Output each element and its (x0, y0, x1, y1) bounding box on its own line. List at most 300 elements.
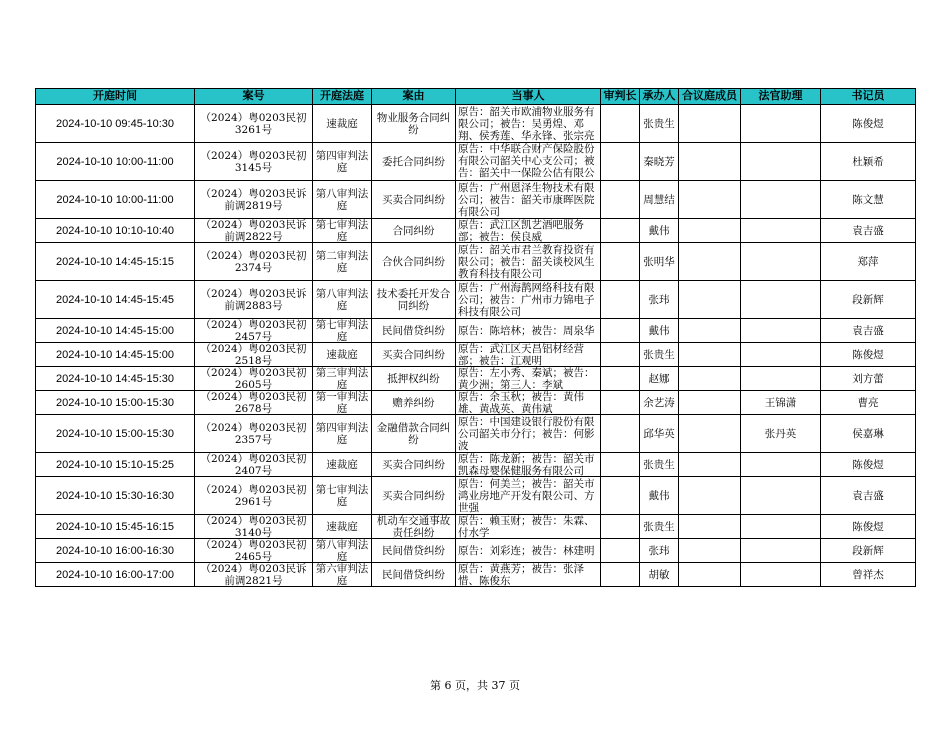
clerk-cell-text: 杜颖希 (852, 155, 884, 168)
handler-cell (640, 415, 679, 453)
clerk-cell (821, 143, 916, 181)
clerk-cell (821, 343, 916, 367)
case-number-cell-text: （2024）粤0203民诉前调2822号 (200, 219, 307, 242)
court-cell (313, 563, 372, 587)
court-cell-text: 第八审判法庭 (315, 187, 369, 212)
judge-assistant-cell (741, 367, 821, 391)
case-number-cell (195, 343, 313, 367)
time-cell-text: 2024-10-10 14:45-15:30 (55, 372, 175, 385)
parties-cell-text: 原告：黄燕芳；被告：张泽惜、陈俊东 (458, 563, 584, 586)
parties-cell (456, 243, 601, 281)
case-number-cell-text: （2024）粤0203民初2518号 (200, 343, 307, 366)
clerk-cell (821, 319, 916, 343)
chief-judge-cell (601, 415, 640, 453)
col-header-handler: 承办人 (640, 89, 679, 105)
clerk-cell (821, 219, 916, 243)
parties-cell (456, 539, 601, 563)
court-cell-text: 速裁庭 (326, 520, 358, 533)
case-number-cell (195, 319, 313, 343)
judge-assistant-cell (741, 143, 821, 181)
panel-members-cell (679, 343, 741, 367)
parties-cell-text: 原告：广州海鹊网络科技有限公司；被告：广州市力锦电子科技有限公司 (458, 281, 595, 318)
case-number-cell (195, 391, 313, 415)
handler-cell-text: 周慧结 (643, 193, 675, 206)
court-cell (313, 105, 372, 143)
handler-cell (640, 281, 679, 319)
time-cell (36, 415, 195, 453)
time-cell (36, 143, 195, 181)
parties-cell (456, 281, 601, 319)
court-cell-text: 第八审判法庭 (315, 539, 369, 562)
cause-cell (372, 181, 456, 219)
time-cell (36, 515, 195, 539)
parties-cell-text: 原告：赖玉财；被告：朱霖、付水学 (458, 515, 595, 538)
time-cell-text: 2024-10-10 15:00-15:30 (55, 396, 175, 409)
parties-cell-text: 原告：左小秀、秦斌；被告：黄少洲；第三人：李斌 (458, 367, 595, 390)
case-number-cell (195, 563, 313, 587)
cause-cell (372, 243, 456, 281)
clerk-cell (821, 477, 916, 515)
handler-cell-text: 余艺涛 (643, 396, 675, 409)
parties-cell-text: 原告：中国建设银行股份有限公司韶关市分行；被告：何影波 (458, 415, 595, 452)
time-cell (36, 181, 195, 219)
handler-cell (640, 181, 679, 219)
case-number-cell (195, 367, 313, 391)
judge-assistant-cell (741, 105, 821, 143)
cause-cell-text: 金融借款合同纠纷 (376, 421, 451, 446)
time-cell-text: 2024-10-10 16:00-16:30 (55, 544, 175, 557)
cause-cell-text: 物业服务合同纠纷 (376, 111, 451, 136)
page-footer: 第 6 页，共 37 页 (430, 679, 520, 692)
panel-members-cell (679, 243, 741, 281)
chief-judge-cell (601, 243, 640, 281)
judge-assistant-cell (741, 343, 821, 367)
cause-cell-text: 买卖合同纠纷 (382, 348, 445, 361)
case-number-cell-text: （2024）粤0203民诉前调2819号 (200, 187, 307, 212)
handler-cell (640, 367, 679, 391)
clerk-cell-text: 段新辉 (852, 293, 884, 306)
court-cell (313, 243, 372, 281)
court-cell (313, 515, 372, 539)
chief-judge-cell (601, 453, 640, 477)
case-number-cell-text: （2024）粤0203民初2357号 (200, 421, 307, 446)
time-cell-text: 2024-10-10 14:45-15:15 (55, 255, 175, 268)
clerk-cell-text: 袁吉盛 (852, 489, 884, 502)
time-cell-text: 2024-10-10 15:30-16:30 (55, 489, 175, 502)
parties-cell (456, 477, 601, 515)
panel-members-cell (679, 415, 741, 453)
handler-cell-text: 张贵生 (643, 348, 675, 361)
clerk-cell (821, 415, 916, 453)
court-cell-text: 第三审判法庭 (315, 367, 369, 390)
court-cell-text: 速裁庭 (326, 117, 358, 130)
clerk-cell-text: 侯嘉琳 (852, 427, 884, 440)
handler-cell (640, 391, 679, 415)
table-body (36, 105, 916, 587)
judge-assistant-cell (741, 319, 821, 343)
table-row (36, 243, 916, 281)
cause-cell-text: 买卖合同纠纷 (382, 193, 445, 206)
court-cell (313, 415, 372, 453)
cause-cell (372, 391, 456, 415)
chief-judge-cell (601, 105, 640, 143)
parties-cell-text: 原告：刘彩连；被告：林建明 (458, 544, 595, 557)
handler-cell (640, 105, 679, 143)
panel-members-cell (679, 367, 741, 391)
judge-assistant-cell (741, 477, 821, 515)
parties-cell (456, 391, 601, 415)
parties-cell (456, 515, 601, 539)
table-row (36, 105, 916, 143)
panel-members-cell (679, 539, 741, 563)
handler-cell (640, 477, 679, 515)
clerk-cell-text: 陈俊煜 (852, 458, 884, 471)
judge-assistant-cell-text: 张丹英 (764, 427, 797, 440)
cause-cell (372, 515, 456, 539)
cause-cell-text: 抵押权纠纷 (387, 372, 440, 385)
court-cell-text: 第七审判法庭 (315, 483, 369, 508)
parties-cell-text: 原告：韶关市欧浦物业服务有限公司；被告：吴勇煌、邓翔、侯秀莲、华永锋、张宗亮 (458, 105, 595, 142)
clerk-cell (821, 563, 916, 587)
parties-cell (456, 343, 601, 367)
judge-assistant-cell (741, 563, 821, 587)
handler-cell (640, 563, 679, 587)
table-row (36, 281, 916, 319)
time-cell-text: 2024-10-10 16:00-17:00 (55, 568, 175, 581)
case-number-cell (195, 415, 313, 453)
judge-assistant-cell (741, 281, 821, 319)
time-cell-text: 2024-10-10 10:00-11:00 (56, 155, 174, 168)
judge-assistant-cell (741, 391, 821, 415)
panel-members-cell (679, 477, 741, 515)
panel-members-cell (679, 143, 741, 181)
parties-cell-text: 原告：广州恩泽生物技术有限公司；被告：韶关市康晖医院有限公司 (458, 181, 595, 218)
case-number-cell-text: （2024）粤0203民初2961号 (200, 483, 307, 508)
handler-cell-text: 戴伟 (648, 324, 670, 337)
cause-cell-text: 民间借贷纠纷 (382, 568, 445, 581)
col-header-panel-members: 合议庭成员 (679, 89, 741, 105)
table-row (36, 563, 916, 587)
table-row (36, 515, 916, 539)
case-number-cell-text: （2024）粤0203民初2465号 (200, 539, 307, 562)
court-cell-text: 速裁庭 (326, 348, 358, 361)
col-header-time: 开庭时间 (36, 89, 195, 105)
cause-cell (372, 415, 456, 453)
cause-cell-text: 委托合同纠纷 (382, 155, 445, 168)
handler-cell-text: 胡敏 (648, 568, 670, 581)
time-cell (36, 281, 195, 319)
cause-cell-text: 赡养纠纷 (392, 396, 435, 409)
table-row (36, 181, 916, 219)
parties-cell (456, 453, 601, 477)
parties-cell (456, 219, 601, 243)
clerk-cell-text: 陈俊煜 (852, 117, 884, 130)
clerk-cell-text: 陈文慧 (852, 193, 884, 206)
handler-cell-text: 戴伟 (648, 489, 670, 502)
court-cell-text: 第二审判法庭 (315, 249, 369, 274)
case-number-cell (195, 539, 313, 563)
cause-cell (372, 143, 456, 181)
cause-cell (372, 343, 456, 367)
clerk-cell-text: 郑萍 (857, 255, 879, 268)
clerk-cell (821, 243, 916, 281)
time-cell-text: 2024-10-10 09:45-10:30 (55, 117, 175, 130)
court-cell-text: 第一审判法庭 (315, 391, 369, 414)
panel-members-cell (679, 515, 741, 539)
judge-assistant-cell-text: 王锦潇 (764, 396, 797, 409)
panel-members-cell (679, 453, 741, 477)
chief-judge-cell (601, 181, 640, 219)
court-cell (313, 219, 372, 243)
panel-members-cell (679, 391, 741, 415)
time-cell (36, 243, 195, 281)
parties-cell-text: 原告：武江区天昌铝材经营部；被告：江观明 (458, 343, 584, 366)
chief-judge-cell (601, 281, 640, 319)
panel-members-cell (679, 105, 741, 143)
parties-cell (456, 319, 601, 343)
chief-judge-cell (601, 563, 640, 587)
panel-members-cell (679, 281, 741, 319)
table-row (36, 539, 916, 563)
parties-cell (456, 563, 601, 587)
chief-judge-cell (601, 219, 640, 243)
table-row (36, 319, 916, 343)
clerk-cell-text: 曾祥杰 (852, 568, 884, 581)
case-number-cell-text: （2024）粤0203民初2457号 (200, 319, 307, 342)
court-cell-text: 速裁庭 (326, 458, 358, 471)
time-cell-text: 2024-10-10 14:45-15:00 (55, 348, 175, 361)
handler-cell (640, 219, 679, 243)
time-cell-text: 2024-10-10 15:00-15:30 (55, 427, 175, 440)
court-cell-text: 第六审判法庭 (315, 563, 369, 586)
cause-cell-text: 合同纠纷 (392, 224, 435, 237)
clerk-cell-text: 袁吉盛 (852, 324, 884, 337)
parties-cell-text: 原告：韶关市君兰教育投资有限公司；被告：韶关谈校风生教育科技有限公司 (458, 243, 595, 280)
case-number-cell-text: （2024）粤0203民初2407号 (200, 453, 307, 476)
table-row (36, 415, 916, 453)
col-header-chief-judge: 审判长 (601, 89, 640, 105)
panel-members-cell (679, 563, 741, 587)
handler-cell (640, 319, 679, 343)
court-cell (313, 343, 372, 367)
time-cell (36, 539, 195, 563)
parties-cell (456, 143, 601, 181)
court-cell-text: 第七审判法庭 (315, 319, 369, 342)
judge-assistant-cell (741, 181, 821, 219)
cause-cell-text: 买卖合同纠纷 (382, 489, 445, 502)
clerk-cell (821, 105, 916, 143)
case-number-cell (195, 453, 313, 477)
clerk-cell (821, 453, 916, 477)
col-header-parties: 当事人 (456, 89, 601, 105)
handler-cell-text: 张玮 (648, 293, 670, 306)
handler-cell-text: 张玮 (648, 544, 670, 557)
hearing-schedule-table (35, 88, 916, 587)
cause-cell (372, 319, 456, 343)
cause-cell (372, 539, 456, 563)
time-cell-text: 2024-10-10 15:10-15:25 (55, 458, 175, 471)
parties-cell-text: 原告：陈培林；被告：周泉华 (458, 324, 595, 337)
clerk-cell-text: 刘方蕾 (852, 372, 884, 385)
chief-judge-cell (601, 477, 640, 515)
handler-cell-text: 张贵生 (643, 458, 675, 471)
header-row (36, 89, 916, 105)
col-header-case-no: 案号 (195, 89, 313, 105)
case-number-cell (195, 219, 313, 243)
parties-cell (456, 105, 601, 143)
cause-cell-text: 民间借贷纠纷 (382, 544, 445, 557)
court-cell-text: 第七审判法庭 (315, 219, 369, 242)
handler-cell-text: 赵娜 (648, 372, 670, 385)
clerk-cell (821, 181, 916, 219)
col-header-cause: 案由 (372, 89, 456, 105)
clerk-cell-text: 袁吉盛 (852, 224, 884, 237)
court-cell-text: 第八审判法庭 (315, 287, 369, 312)
case-number-cell (195, 515, 313, 539)
judge-assistant-cell (741, 219, 821, 243)
table-row (36, 477, 916, 515)
chief-judge-cell (601, 143, 640, 181)
cause-cell-text: 技术委托开发合同纠纷 (376, 287, 451, 312)
clerk-cell (821, 515, 916, 539)
time-cell (36, 343, 195, 367)
clerk-cell-text: 陈俊煜 (852, 520, 884, 533)
parties-cell-text: 原告：武江区凯艺酒吧服务部；被告：侯良威 (458, 219, 584, 242)
clerk-cell-text: 段新辉 (852, 544, 884, 557)
time-cell-text: 2024-10-10 10:10-10:40 (55, 224, 175, 237)
case-number-cell-text: （2024）粤0203民初3261号 (200, 111, 307, 136)
handler-cell-text: 张贵生 (643, 117, 675, 130)
parties-cell-text: 原告：余玉秋；被告：黄伟雄、黄战英、黄伟斌 (458, 391, 584, 414)
handler-cell (640, 453, 679, 477)
col-header-judge-assistant: 法官助理 (741, 89, 821, 105)
cause-cell-text: 机动车交通事故责任纠纷 (376, 515, 451, 538)
time-cell (36, 563, 195, 587)
case-number-cell-text: （2024）粤0203民初3145号 (200, 149, 307, 174)
panel-members-cell (679, 219, 741, 243)
time-cell (36, 391, 195, 415)
chief-judge-cell (601, 367, 640, 391)
cause-cell (372, 477, 456, 515)
case-number-cell-text: （2024）粤0203民初2374号 (200, 249, 307, 274)
chief-judge-cell (601, 515, 640, 539)
table-row (36, 453, 916, 477)
chief-judge-cell (601, 539, 640, 563)
cause-cell-text: 买卖合同纠纷 (382, 458, 445, 471)
judge-assistant-cell (741, 539, 821, 563)
court-cell (313, 539, 372, 563)
time-cell (36, 105, 195, 143)
court-cell-text: 第四审判法庭 (315, 149, 369, 174)
handler-cell-text: 张贵生 (643, 520, 675, 533)
judge-assistant-cell (741, 515, 821, 539)
table-row (36, 143, 916, 181)
case-number-cell (195, 477, 313, 515)
court-cell-text: 第四审判法庭 (315, 421, 369, 446)
cause-cell-text: 合伙合同纠纷 (382, 255, 445, 268)
parties-cell (456, 181, 601, 219)
judge-assistant-cell (741, 415, 821, 453)
chief-judge-cell (601, 343, 640, 367)
handler-cell-text: 张明华 (643, 255, 675, 268)
court-cell (313, 281, 372, 319)
court-cell (313, 453, 372, 477)
cause-cell (372, 453, 456, 477)
time-cell (36, 219, 195, 243)
time-cell-text: 2024-10-10 14:45-15:45 (55, 293, 175, 306)
case-number-cell-text: （2024）粤0203民初3140号 (200, 515, 307, 538)
judge-assistant-cell (741, 243, 821, 281)
handler-cell (640, 143, 679, 181)
court-cell (313, 391, 372, 415)
time-cell-text: 2024-10-10 15:45-16:15 (55, 520, 175, 533)
court-cell (313, 181, 372, 219)
clerk-cell (821, 281, 916, 319)
cause-cell (372, 281, 456, 319)
time-cell (36, 453, 195, 477)
cause-cell (372, 105, 456, 143)
parties-cell (456, 367, 601, 391)
time-cell (36, 319, 195, 343)
clerk-cell-text: 曹亮 (857, 396, 879, 409)
court-cell (313, 477, 372, 515)
handler-cell (640, 515, 679, 539)
judge-assistant-cell (741, 453, 821, 477)
time-cell-text: 2024-10-10 10:00-11:00 (56, 193, 174, 206)
table-row (36, 367, 916, 391)
cause-cell (372, 563, 456, 587)
clerk-cell-text: 陈俊煜 (852, 348, 884, 361)
chief-judge-cell (601, 319, 640, 343)
handler-cell (640, 539, 679, 563)
cause-cell-text: 民间借贷纠纷 (382, 324, 445, 337)
clerk-cell (821, 367, 916, 391)
case-number-cell (195, 181, 313, 219)
court-cell (313, 319, 372, 343)
case-number-cell-text: （2024）粤0203民初2678号 (200, 391, 307, 414)
clerk-cell (821, 391, 916, 415)
time-cell (36, 367, 195, 391)
handler-cell (640, 243, 679, 281)
parties-cell (456, 415, 601, 453)
panel-members-cell (679, 181, 741, 219)
table-row (36, 219, 916, 243)
cause-cell (372, 367, 456, 391)
case-number-cell (195, 105, 313, 143)
chief-judge-cell (601, 391, 640, 415)
clerk-cell (821, 539, 916, 563)
time-cell-text: 2024-10-10 14:45-15:00 (55, 324, 175, 337)
case-number-cell (195, 281, 313, 319)
cause-cell (372, 219, 456, 243)
handler-cell-text: 邱华英 (643, 427, 675, 440)
parties-cell-text: 原告：中华联合财产保险股份有限公司韶关中心支公司；被告：韶关中一保险公估有限公 (458, 143, 595, 179)
time-cell (36, 477, 195, 515)
case-number-cell (195, 243, 313, 281)
parties-cell-text: 原告：何美兰；被告：韶关市鸿业房地产开发有限公司、方世强 (458, 477, 595, 514)
handler-cell-text: 秦晓芳 (643, 155, 675, 168)
court-cell (313, 143, 372, 181)
case-number-cell (195, 143, 313, 181)
handler-cell-text: 戴伟 (648, 224, 670, 237)
table-row (36, 343, 916, 367)
table-row (36, 391, 916, 415)
col-header-court: 开庭法庭 (313, 89, 372, 105)
handler-cell (640, 343, 679, 367)
parties-cell-text: 原告：陈龙新；被告：韶关市凯森母婴保健服务有限公司 (458, 453, 595, 476)
col-header-clerk: 书记员 (821, 89, 916, 105)
case-number-cell-text: （2024）粤0203民诉前调2883号 (200, 287, 307, 312)
